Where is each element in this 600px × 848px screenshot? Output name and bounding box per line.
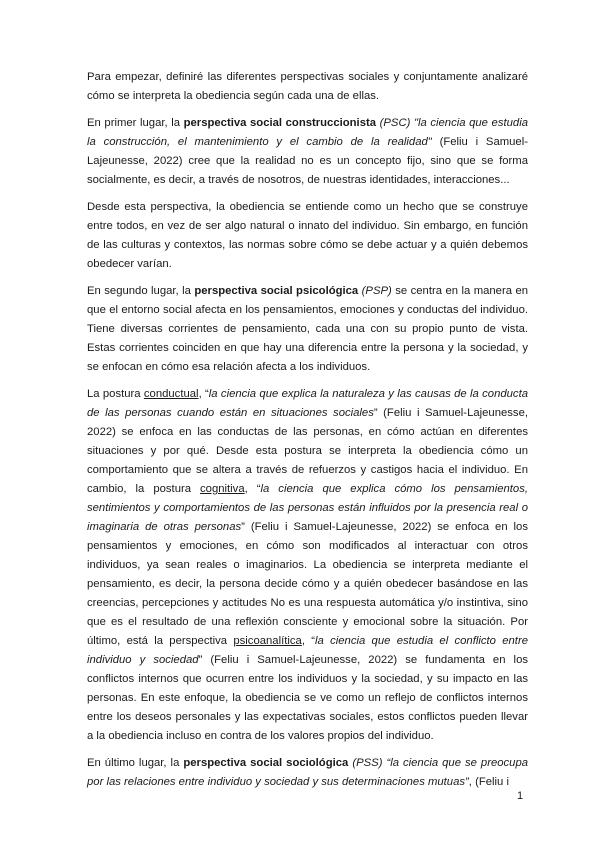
text-run: , “ xyxy=(198,388,209,400)
text-run: , “ xyxy=(244,483,261,495)
text-run: En primer lugar, la xyxy=(87,117,184,129)
text-run: En último lugar, la xyxy=(87,757,184,769)
paragraph xyxy=(87,68,528,106)
text-run: (Feliu i Samuel-Lajeunesse, 2022) cree que la realidad no es un concepto fijo, sino que se forma socialmente, es decir, a través de nosotros, de nuestras identidades, interacciones... xyxy=(87,136,528,186)
text-run: ” (Feliu i Samuel-Lajeunesse, 2022) se enfoca en las conductas de las personas, en cómo actúan en diferentes situaciones y por qué. Desde esta postura se interpreta la obediencia cómo un comportamiento que se altera a través de refuerzos y castigos hacia el individuo. En cambio, la postura xyxy=(87,407,528,495)
text-run: , (Feliu i xyxy=(468,776,509,788)
text-run: En segundo lugar, la xyxy=(87,285,195,297)
italic-quote: (PSC) "la ciencia que estudia la construcción, el mantenimiento y el cambio de la realidad" xyxy=(87,117,528,148)
bold-term: perspectiva social construccionista xyxy=(183,117,377,129)
text-run: , “ xyxy=(301,635,316,647)
text-run: se centra en la manera en que el entorno social afecta en los pensamientos, emociones y conductas del individuo. Tiene diversas corrientes de pensamiento, cada una con su propio punto de vista. Estas corrientes coinciden en que hay una diferencia entre la persona y la sociedad, y se enfocan en cómo esa relación afecta a los individuos. xyxy=(87,285,529,373)
paragraph xyxy=(87,282,528,377)
text-run: Desde esta perspectiva, la obediencia se entiende como un hecho que se construye entre todos, en vez de ser algo natural o innato del individuo. Sin embargo, en función de las culturas y contextos, las normas sobre cómo se debe actuar y a quién debemos obedecer varían. xyxy=(87,201,528,270)
italic-quote: (PSS) “la ciencia que se preocupa por las relaciones entre individuo y sociedad y sus determinaciones mutuas” xyxy=(87,757,529,788)
paragraph xyxy=(87,114,528,190)
italic-quote: la ciencia que explica la naturaleza y las causas de la conducta de las personas cuando están en situaciones sociales xyxy=(87,388,528,419)
text-run: ” (Feliu i Samuel-Lajeunesse, 2022) se enfoca en los pensamientos y emociones, en cómo son modificados al interactuar con otros individuos, ya sean reales o imaginarios. La obediencia se interpreta mediante el pensamiento, es decir, la persona decide cómo y a quién obedecer basándose en las creencias, percepciones y actitudes No es una respuesta automática y/o instintiva, sino que es el resultado de una reflexión consciente y emocional sobre la situación. Por último, está la perspectiva xyxy=(87,521,528,647)
paragraph xyxy=(87,198,528,274)
underlined-term: psicoanalítica xyxy=(233,635,302,647)
underlined-term: cognitiva xyxy=(200,483,245,495)
bold-term: perspectiva social sociológica xyxy=(183,757,349,769)
paragraph xyxy=(87,385,528,746)
italic-quote: la ciencia que estudia el conflicto entre individuo y sociedad xyxy=(87,635,528,666)
text-run: ” (Feliu i Samuel-Lajeunesse, 2022) se fundamenta en los conflictos internos que ocurren entre los individuos y la sociedad, y su impacto en las personas. En este enfoque, la obediencia se ve como un reflejo de conflictos internos entre los deseos personales y las expectativas sociales, estos conflictos pueden llevar a la obediencia incluso en contra de los valores propios del individuo. xyxy=(87,654,528,742)
text-run: Para empezar, definiré las diferentes perspectivas sociales y conjuntamente analizaré cómo se interpreta la obediencia según cada una de ellas. xyxy=(87,71,528,102)
italic-quote: (PSP) xyxy=(361,285,392,297)
underlined-term: conductual xyxy=(143,388,199,400)
italic-quote: la ciencia que explica cómo los pensamientos, sentimientos y comportamientos de las personas están influidos por la presencia real o imaginaria de otras personas xyxy=(87,483,528,533)
document-body xyxy=(87,68,528,800)
text-run: La postura xyxy=(87,388,144,400)
paragraph xyxy=(87,754,528,792)
page-number: 1 xyxy=(517,790,524,802)
bold-term: perspectiva social psicológica xyxy=(194,285,359,297)
